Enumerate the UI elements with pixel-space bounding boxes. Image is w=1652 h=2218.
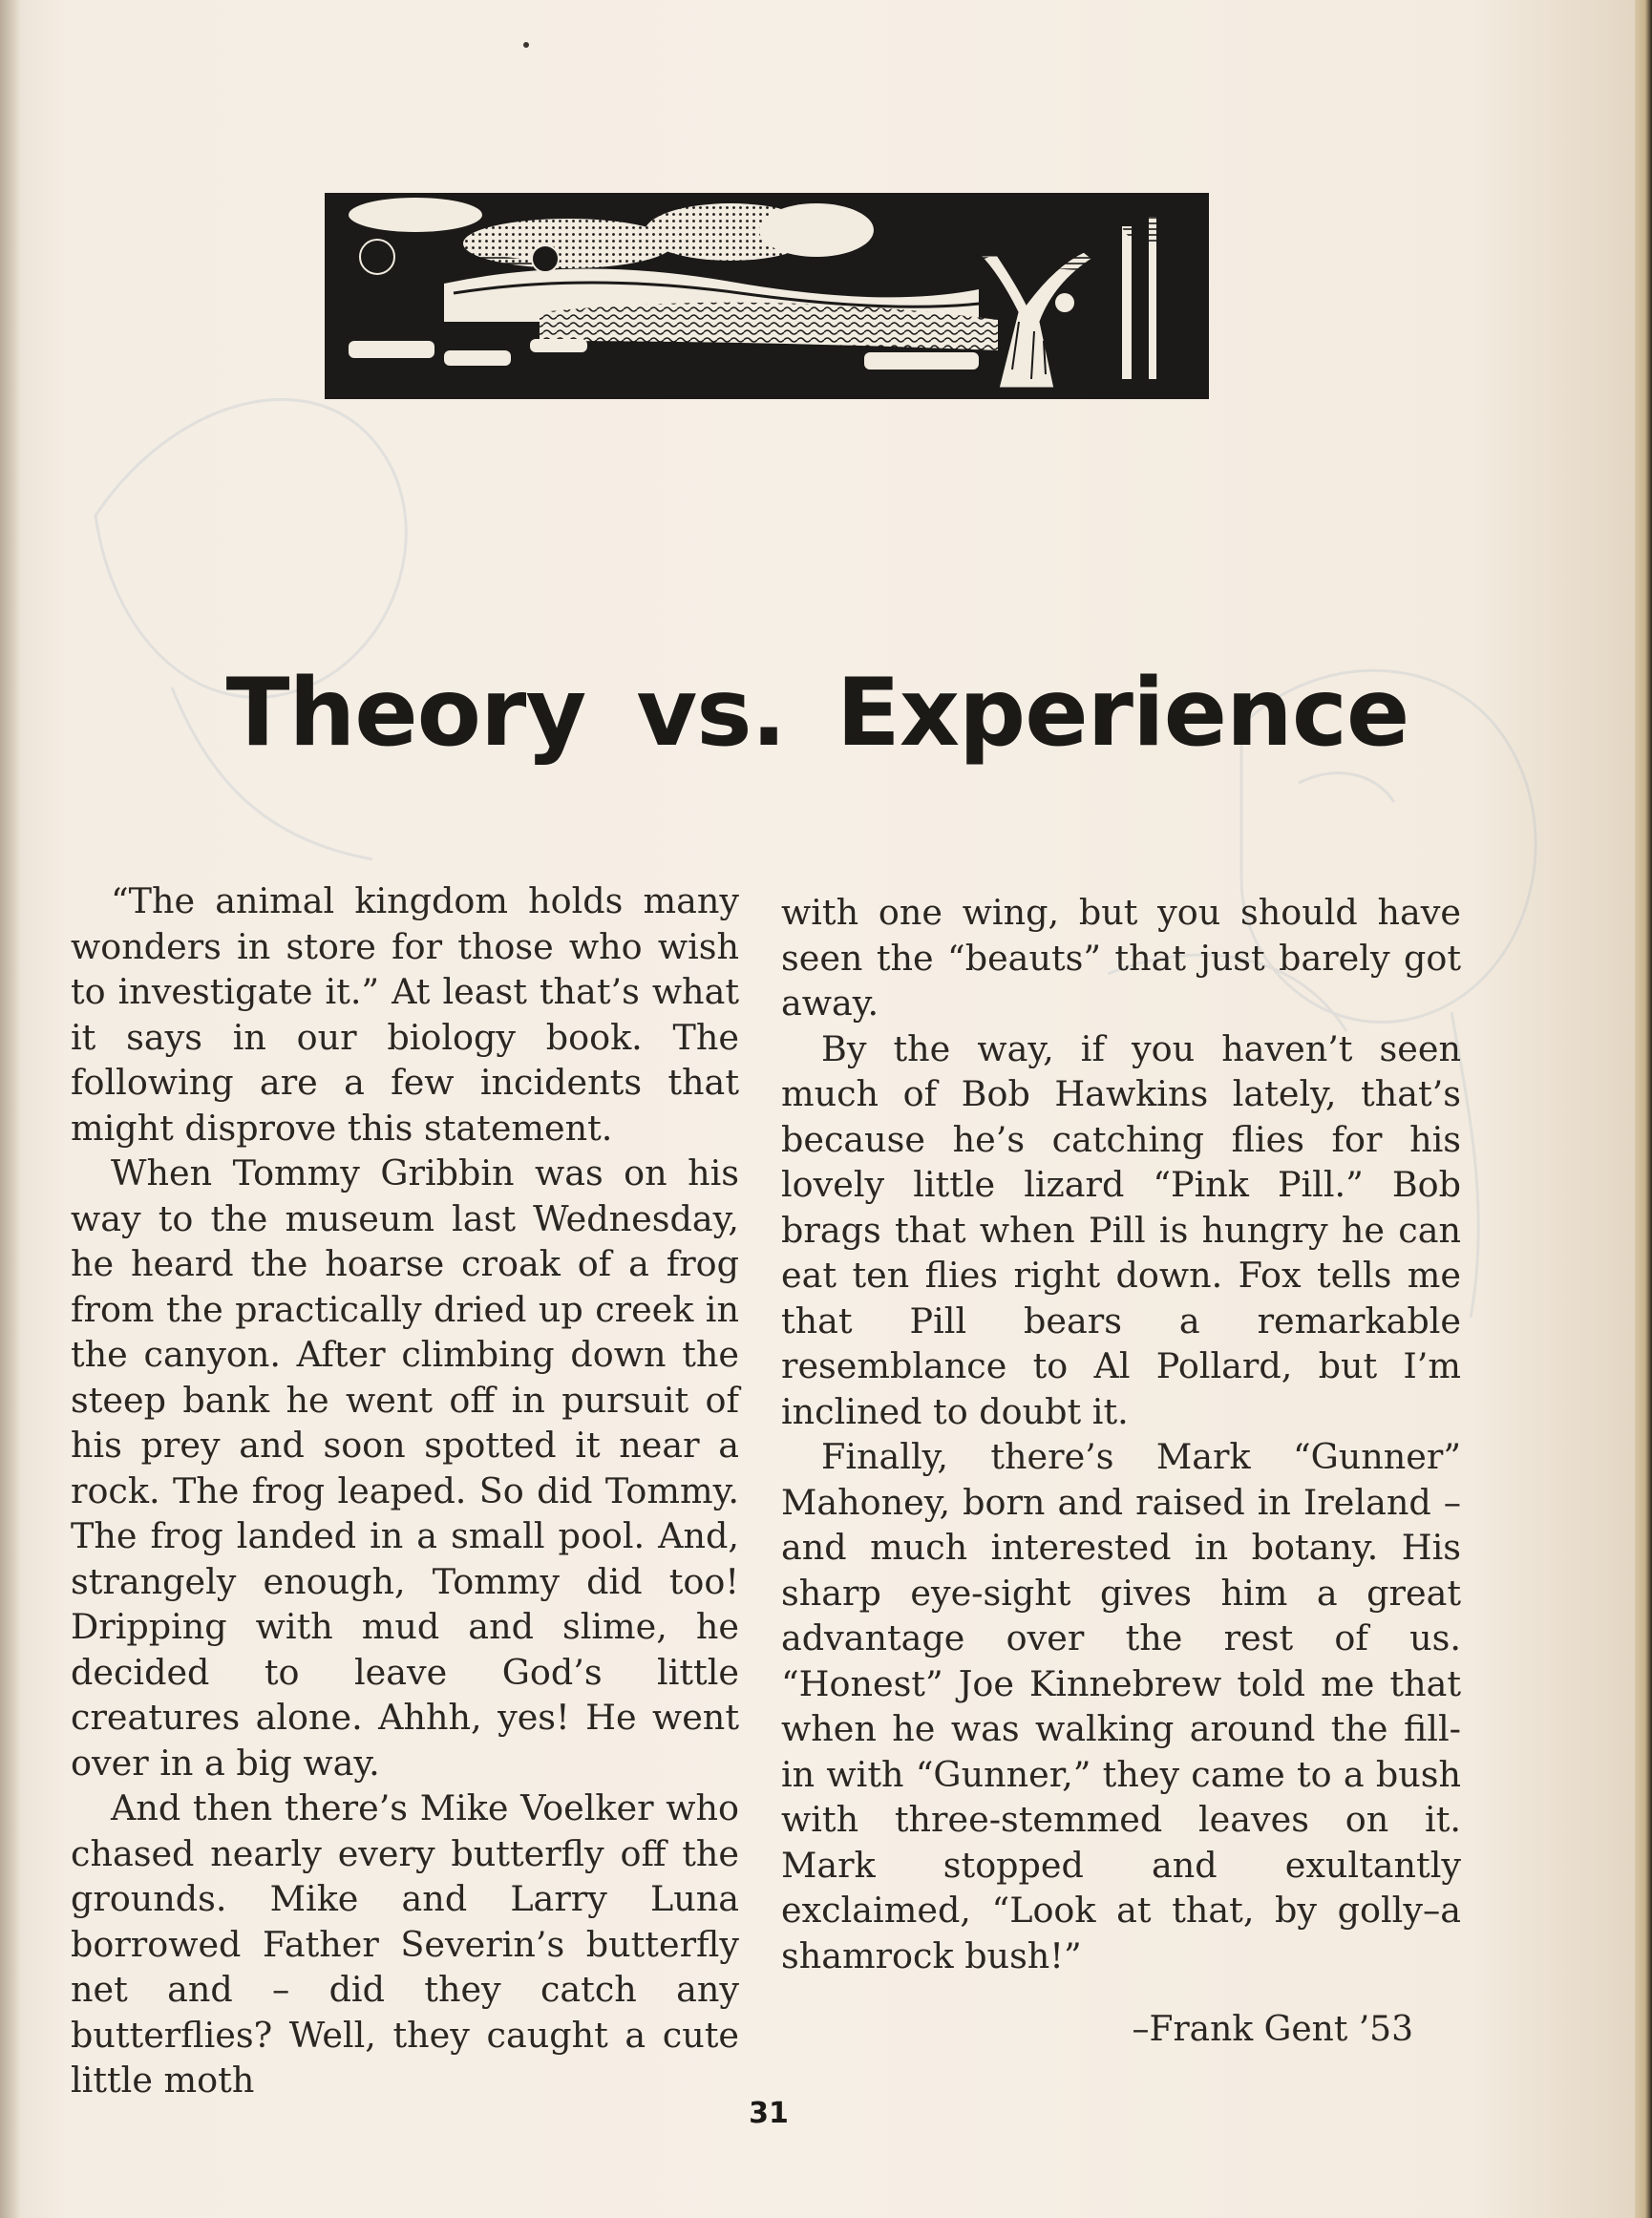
paragraph: Finally, there’s Mark “Gunner” Mahoney, born and raised in Ireland – and much interested in botany. His sharp eye-sight gives him a great advantage over the rest of us. “Honest” Joe Kinnebrew told me that when he was walking around the fill-in with “Gunner,” they came to a bush with three-stemmed leaves on it. Mark stopped and exultantly exclaimed, “Look at that, by golly–a shamrock bush!” bbox=[781, 1436, 1461, 1976]
page-edge bbox=[1635, 0, 1652, 2218]
right-text-column bbox=[781, 890, 1461, 1978]
paragraph: And then there’s Mike Voelker who chased nearly every butterfly off the grounds. Mike and Larry Luna borrowed Father Severin’s butterfly net and – did they catch any butterflies? Well, they caught a cute little moth bbox=[71, 1787, 739, 2101]
article-title: Theory vs. Experience bbox=[225, 659, 1409, 768]
spine-shadow bbox=[0, 0, 21, 2218]
paragraph: By the way, if you haven’t seen much of Bob Hawkins lately, that’s because he’s catching flies for his lovely little lizard “Pink Pill.” Bob brags that when Pill is hungry he can eat ten flies right down. Fox tells me that Pill bears a remarkable resemblance to Al Pollard, but I’m inclined to doubt it. bbox=[781, 1027, 1461, 1432]
left-text-column bbox=[71, 878, 739, 2103]
ink-speck bbox=[523, 42, 529, 48]
paragraph: When Tommy Gribbin was on his way to the museum last Wednesday, he heard the hoarse croak of a frog from the practically dried up creek in the canyon. After climbing down the steep bank he went off in pursuit of his prey and soon spotted it near a rock. The frog leaped. So did Tommy. The frog landed in a small pool. And, strangely enough, Tommy did too! Dripping with mud and slime, he decided to leave God’s little creatures alone. Ahhh, yes! He went over in a big way. bbox=[71, 1152, 739, 1784]
landscape-woodcut-banner bbox=[325, 193, 1209, 399]
author-signature: –Frank Gent ’53 bbox=[1132, 2010, 1413, 2049]
paragraph: “The animal kingdom holds many wonders in store for those who wish to investigate it.” At least that’s what it says in our biology book. The following are a few incidents that might disprove this statement. bbox=[71, 880, 739, 1149]
paragraph: with one wing, but you should have seen the “beauts” that just barely got away. bbox=[781, 892, 1461, 1024]
page-number: 31 bbox=[749, 2097, 789, 2130]
